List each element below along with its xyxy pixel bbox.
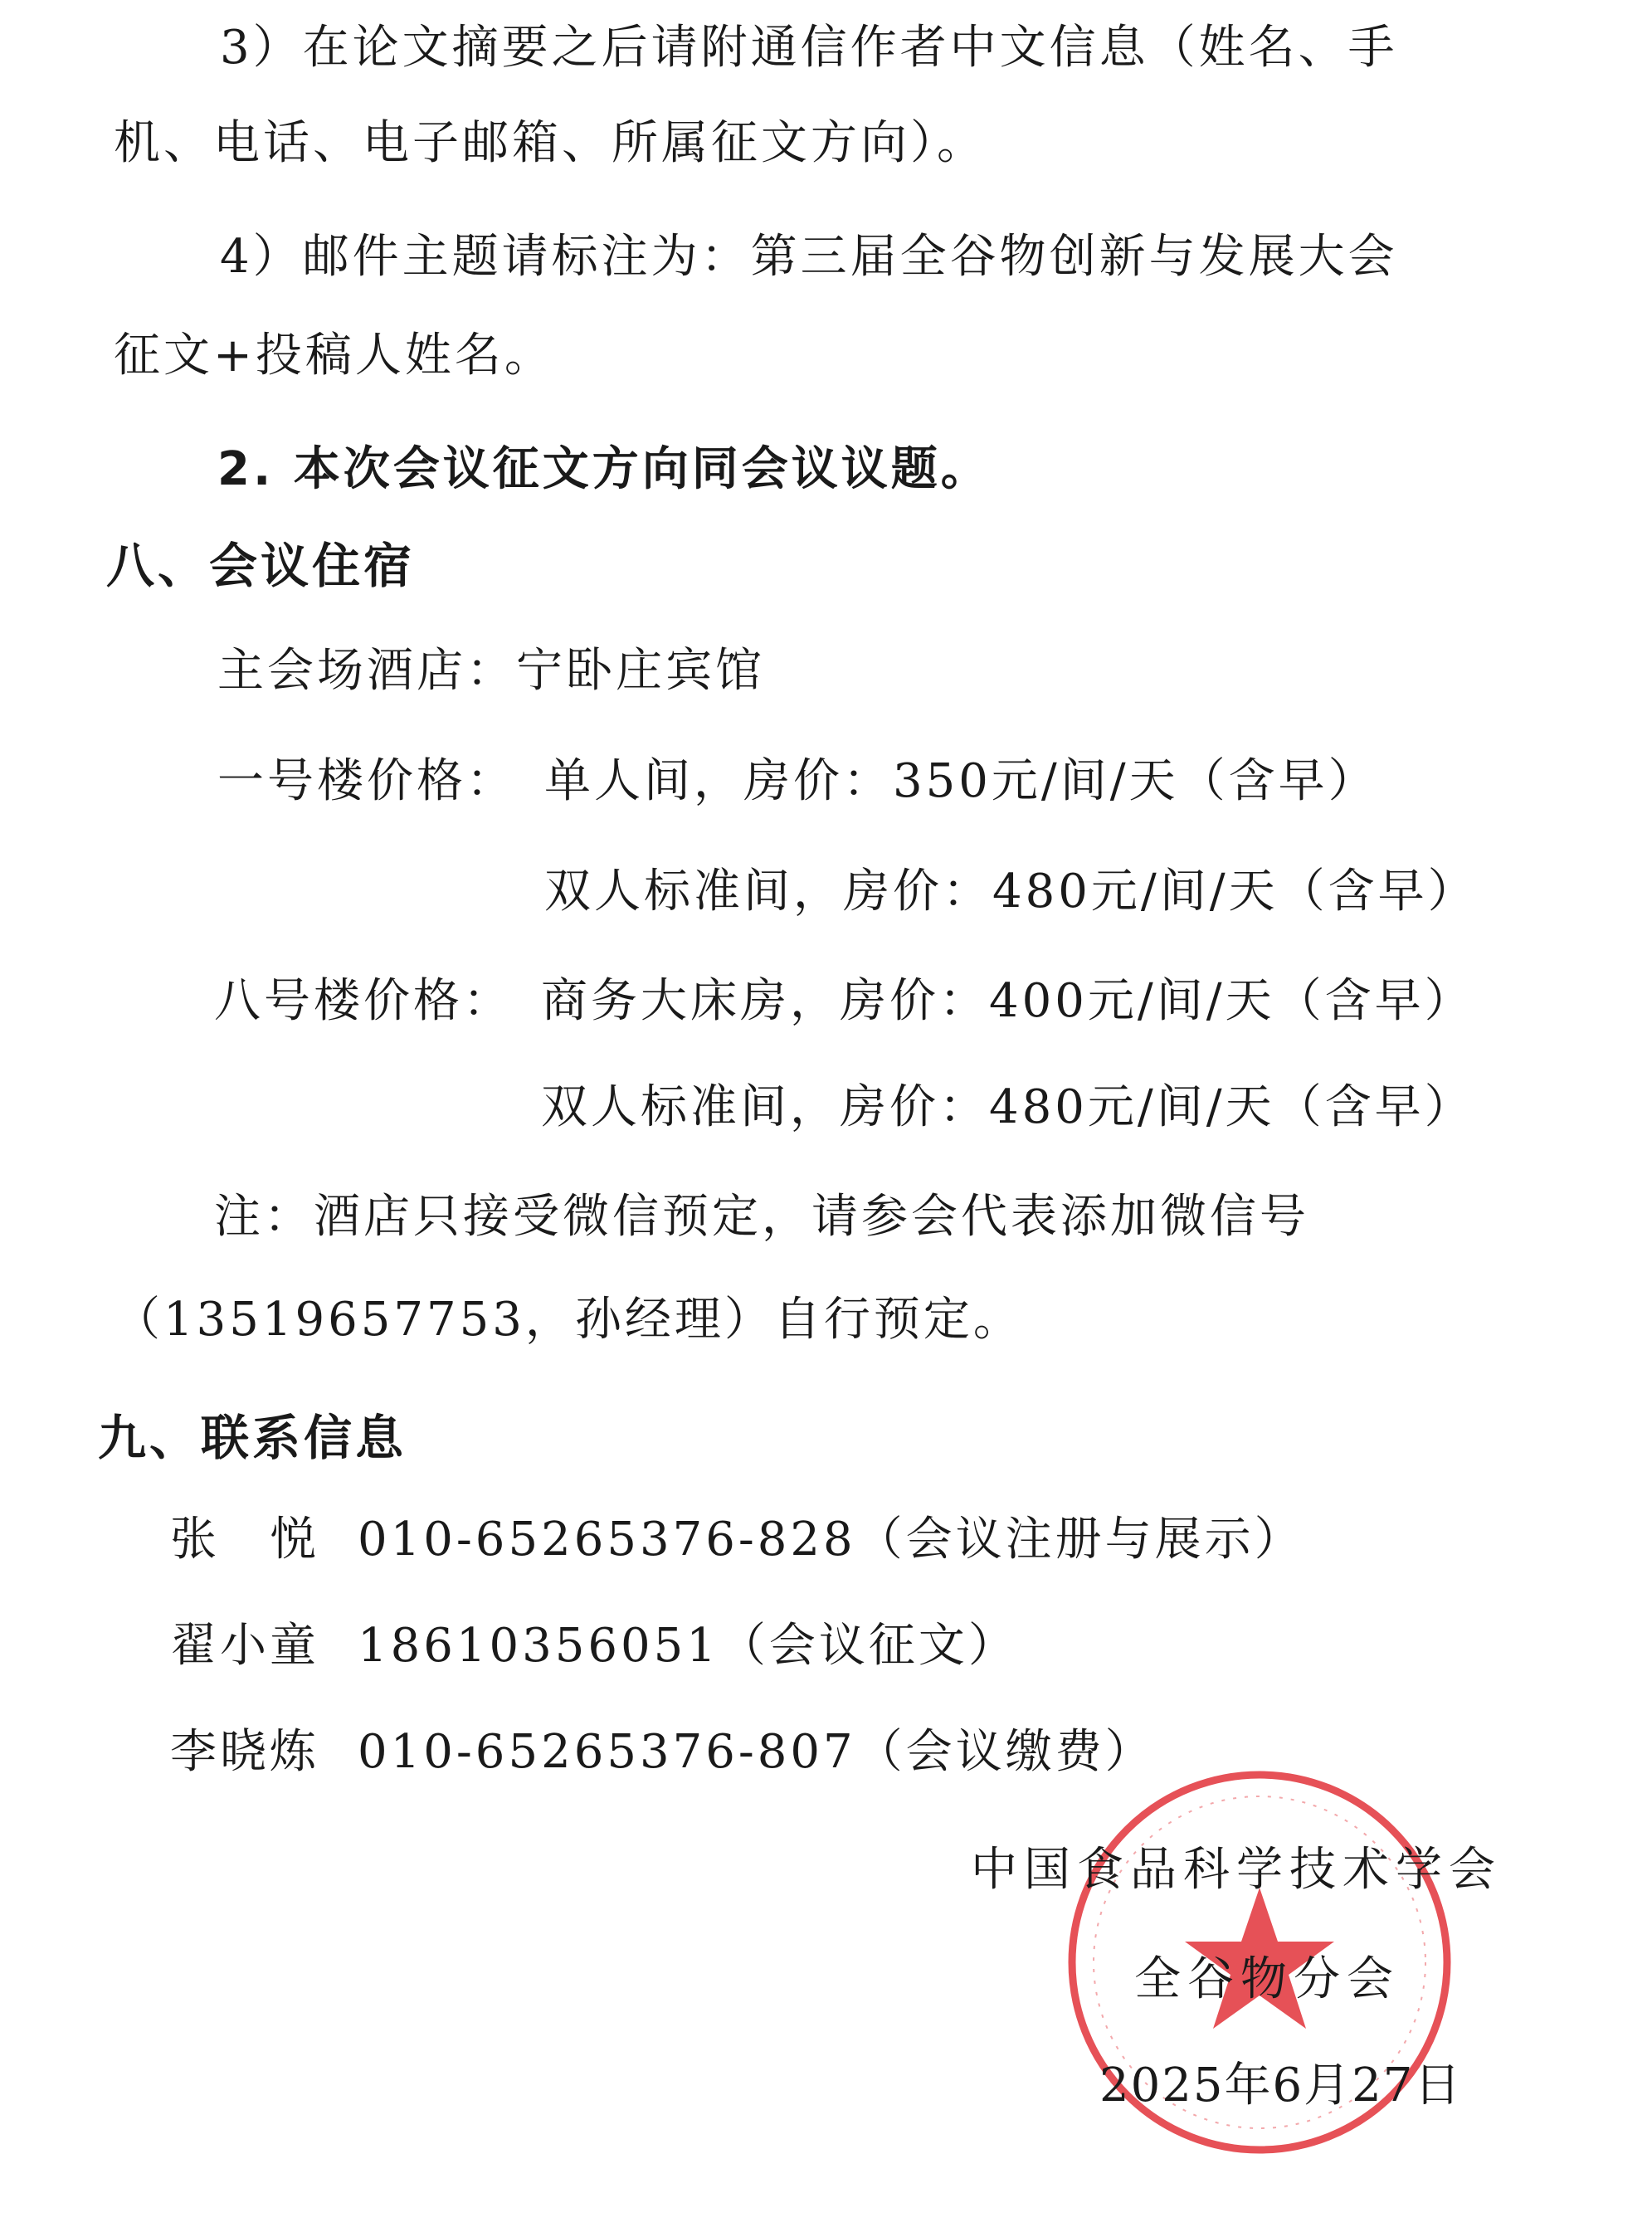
contact-name: 翟小童	[170, 1619, 319, 1673]
building8-room-twin: 双人标准间，房价：480元/间/天（含早）	[541, 1080, 1474, 1134]
building1-label: 一号楼价格：	[217, 754, 516, 808]
item3-line1: 3）在论文摘要之后请附通信作者中文信息（姓名、手	[220, 21, 1398, 75]
contact-name: 李晓炼	[170, 1725, 319, 1779]
contact-name: 张 悦	[170, 1513, 319, 1567]
signature-branch: 全谷物分会	[1134, 1952, 1400, 2006]
building1-room-single: 单人间，房价：350元/间/天（含早）	[544, 754, 1378, 808]
note-line1: 注：酒店只接受微信预定，请参会代表添加微信号	[214, 1190, 1309, 1244]
contact-heading: 九、联系信息	[98, 1410, 407, 1466]
building8-room-king: 商务大床房，房价：400元/间/天（含早）	[541, 974, 1474, 1028]
accommodation-heading: 八、会议住宿	[106, 538, 416, 594]
item4-line2: 征文+投稿人姓名。	[114, 329, 554, 383]
building1-price-row-2	[217, 862, 1478, 922]
building8-price-row	[214, 972, 1474, 1031]
building1-room-twin: 双人标准间，房价：480元/间/天（含早）	[544, 865, 1478, 919]
contact-phone: 18610356051（会议征文）	[358, 1619, 1018, 1673]
building1-price-row	[217, 752, 1378, 811]
contact-phone: 010-65265376-807（会议缴费）	[358, 1725, 1155, 1779]
building8-label: 八号楼价格：	[214, 974, 513, 1028]
contact-row	[170, 1616, 1018, 1676]
signature-date: 2025年6月27日	[1099, 2059, 1463, 2112]
label-spacer	[214, 1078, 529, 1138]
hotel-name: 主会场酒店：宁卧庄宾馆	[217, 644, 765, 698]
contact-row	[170, 1723, 1155, 1782]
contact-row	[170, 1510, 1304, 1570]
contact-phone: 010-65265376-828（会议注册与展示）	[358, 1513, 1304, 1567]
item3-line2: 机、电话、电子邮箱、所属征文方向）。	[114, 116, 987, 170]
building8-price-row-2	[214, 1078, 1474, 1138]
label-spacer	[217, 862, 533, 922]
point-2: 2. 本次会议征文方向同会议议题。	[217, 442, 991, 496]
signature-org: 中国食品科学技术学会	[971, 1843, 1502, 1897]
item4-line1: 4）邮件主题请标注为：第三届全谷物创新与发展大会	[220, 230, 1398, 284]
note-line2: （13519657753，孙经理）自行预定。	[114, 1293, 1023, 1347]
